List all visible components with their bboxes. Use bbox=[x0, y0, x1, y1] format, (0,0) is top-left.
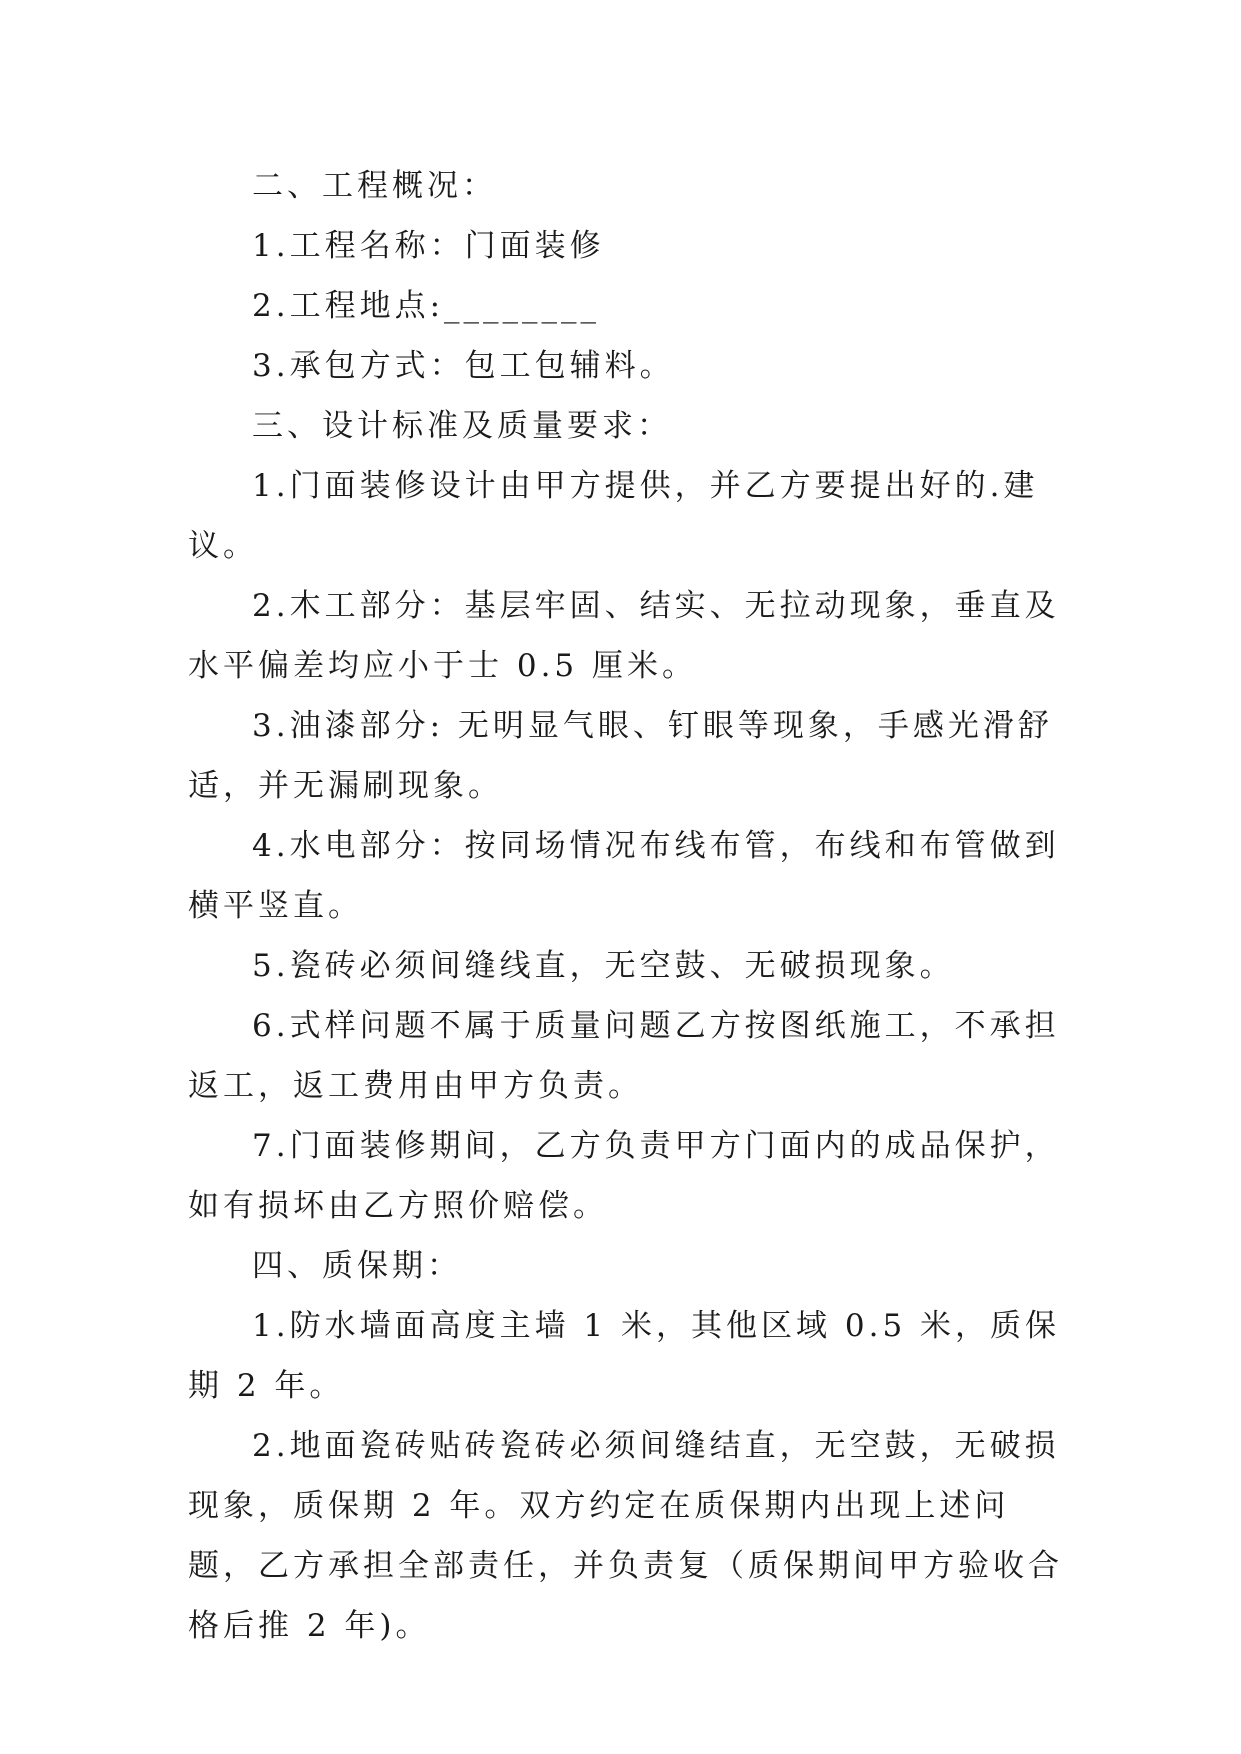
quality-item-1: 1.门面装修设计由甲方提供，并乙方要提出好的.建议。 bbox=[188, 468, 1039, 564]
document-body bbox=[188, 156, 1066, 1656]
quality-item-5: 5.瓷砖必须间缝线直，无空鼓、无破损现象。 bbox=[252, 948, 955, 984]
project-location-line: 2.工程地点:________ bbox=[252, 288, 601, 324]
quality-item-7: 7.门面装修期间，乙方负责甲方门面内的成品保护，如有损坏由乙方照价赔偿。 bbox=[188, 1128, 1060, 1224]
project-name-line: 1.工程名称：门面装修 bbox=[252, 228, 605, 264]
warranty-item-1: 1.防水墙面高度主墙 1 米，其他区域 0.5 米，质保期 2 年。 bbox=[188, 1308, 1061, 1404]
quality-item-4: 4.水电部分：按同场情况布线布管，布线和布管做到横平竖直。 bbox=[188, 828, 1060, 924]
warranty-item-2: 2.地面瓷砖贴砖瓷砖必须间缝结直，无空鼓，无破损现象，质保期 2 年。双方约定在质保期内出现上述问题，乙方承担全部责任，并负责复（质保期间甲方验收合格后推 2 年)。 bbox=[188, 1428, 1063, 1644]
quality-item-2: 2.木工部分：基层牢固、结实、无拉动现象，垂直及水平偏差均应小于士 0.5 厘米。 bbox=[188, 588, 1060, 684]
contract-method-line: 3.承包方式：包工包辅料。 bbox=[252, 348, 675, 384]
quality-item-6: 6.式样问题不属于质量问题乙方按图纸施工，不承担返工，返工费用由甲方负责。 bbox=[188, 1008, 1060, 1104]
section-heading-warranty: 四、质保期： bbox=[252, 1248, 462, 1284]
quality-item-3: 3.油漆部分: 无明显气眼、钉眼等现象，手感光滑舒适，并无漏刷现象。 bbox=[188, 708, 1053, 804]
section-heading-design-quality: 三、设计标准及质量要求： bbox=[252, 408, 672, 444]
section-heading-project-overview: 二、工程概况： bbox=[252, 168, 497, 204]
